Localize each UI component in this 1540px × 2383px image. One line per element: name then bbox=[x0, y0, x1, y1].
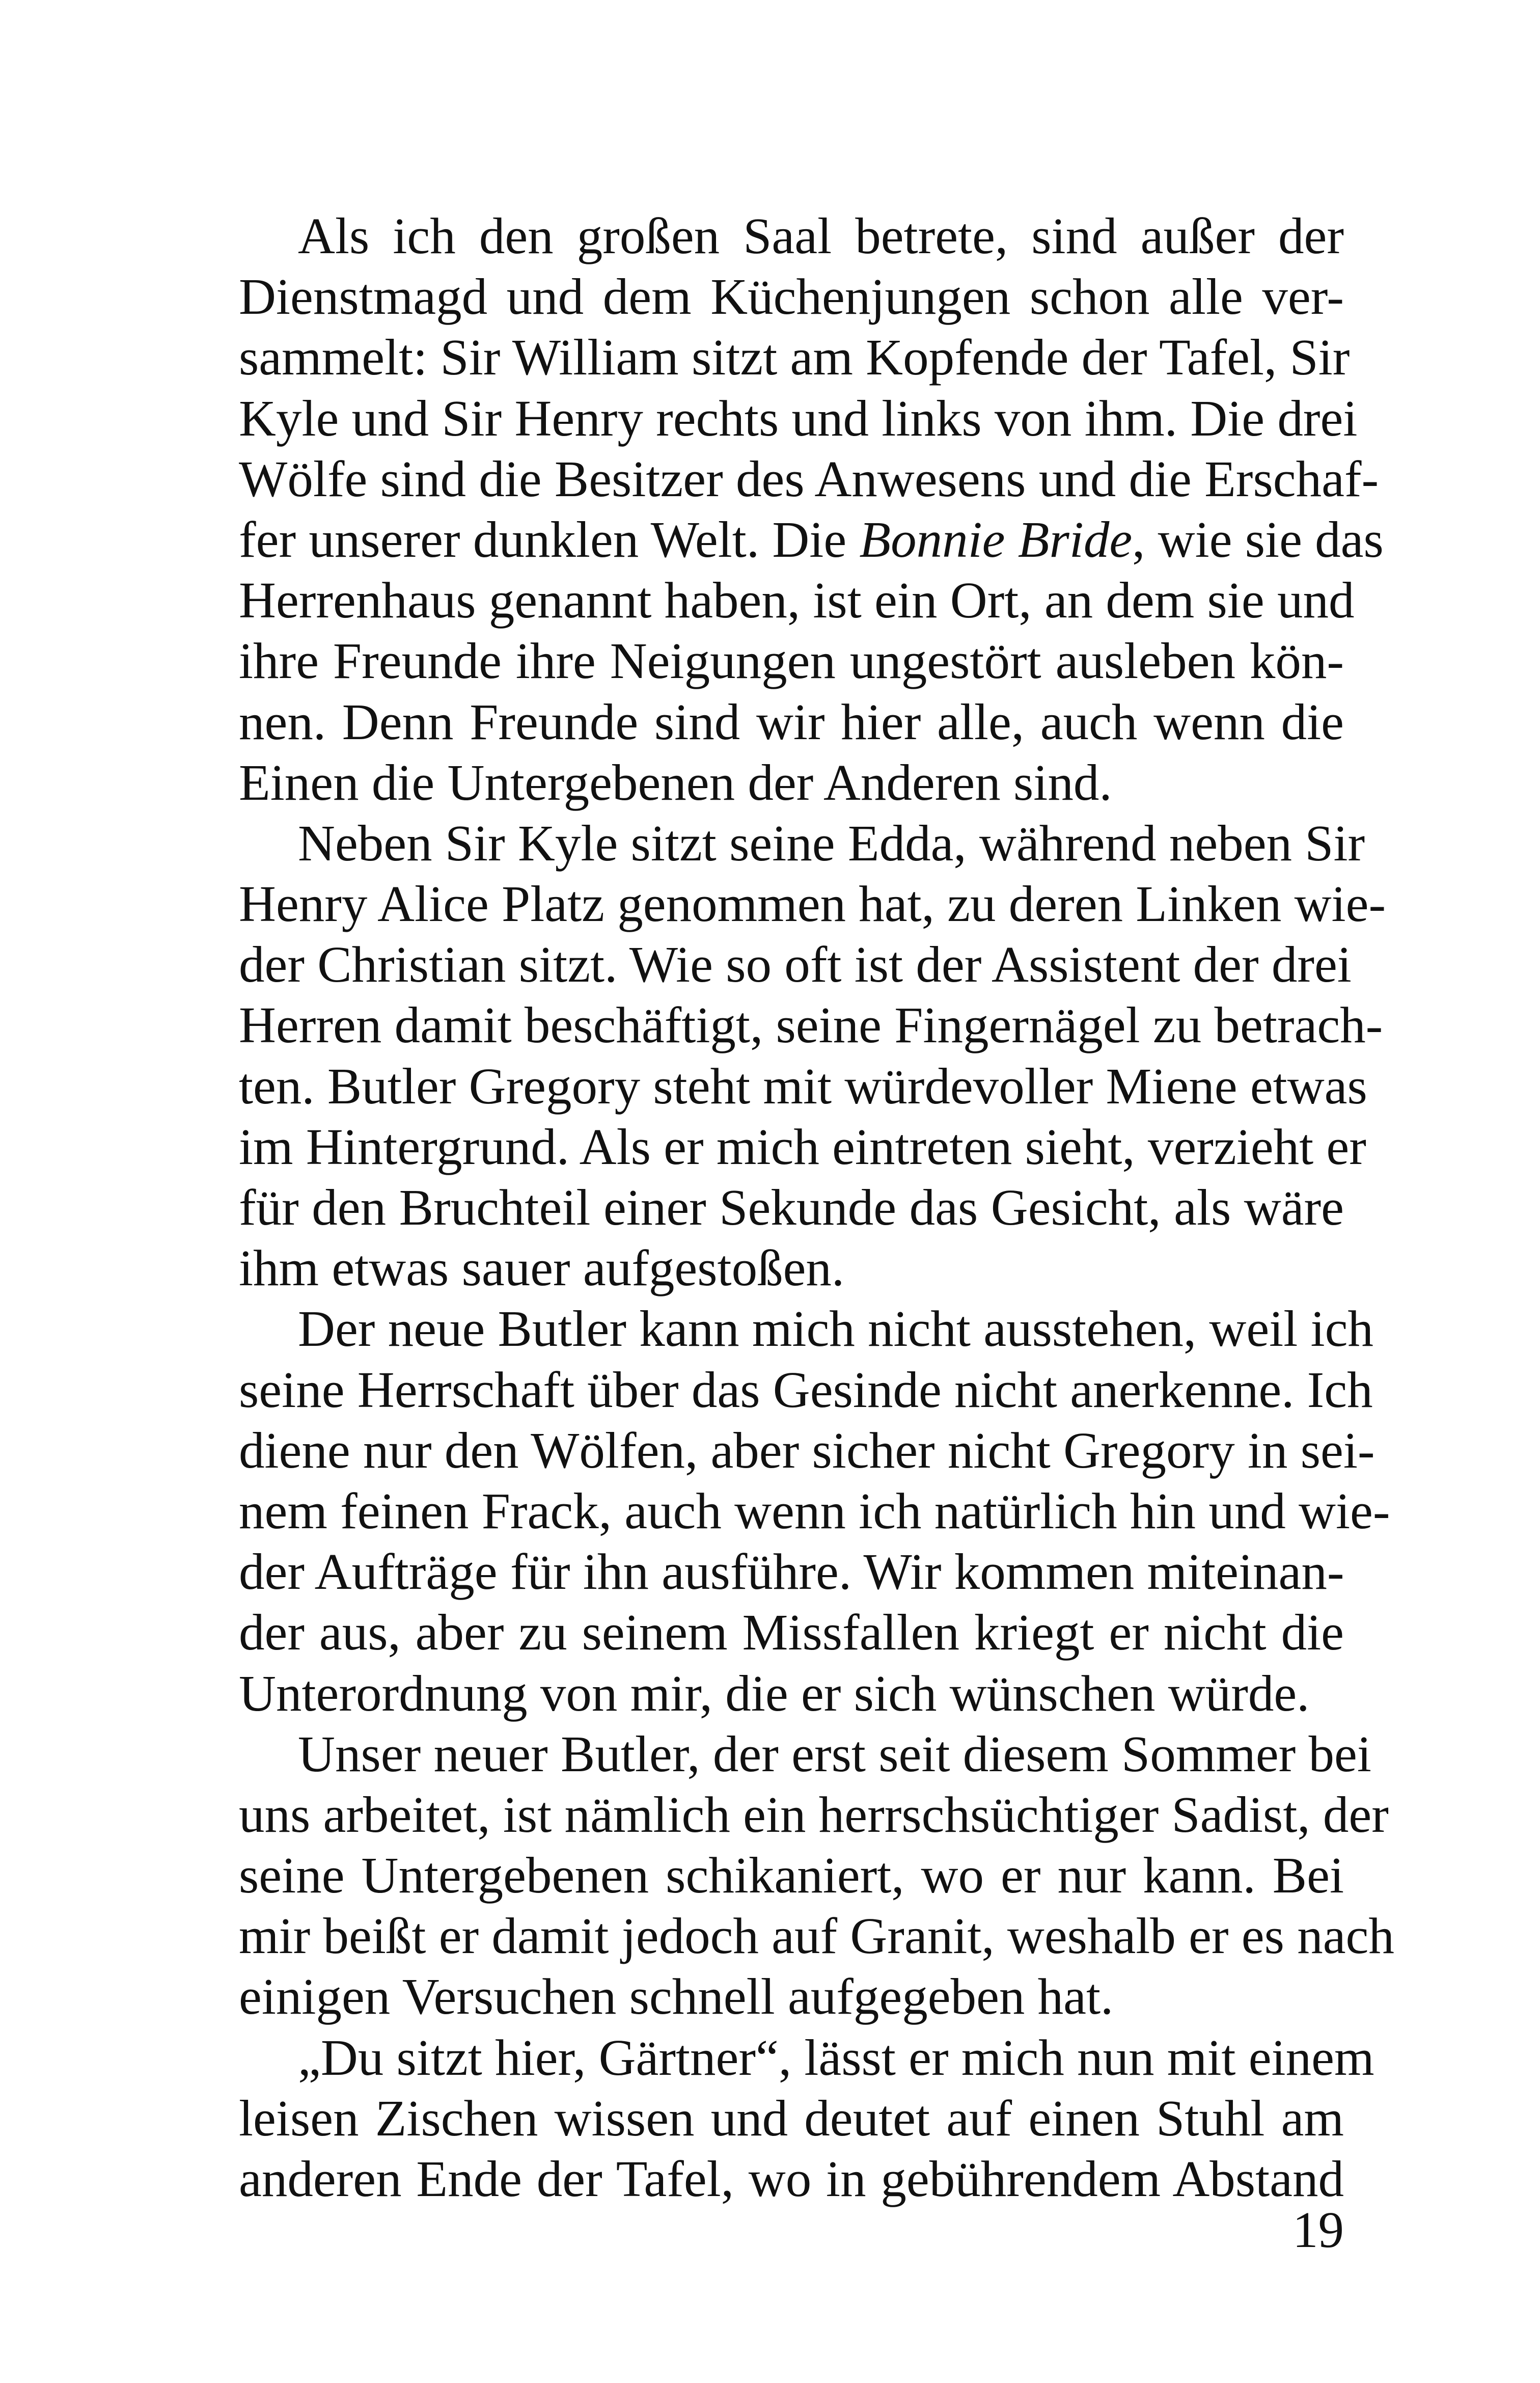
text-line: mir beißt er damit jedoch auf Granit, weshalb er es nach bbox=[239, 1907, 1394, 1965]
text-line: seine Herrschaft über das Gesinde nicht anerkenne. Ich bbox=[239, 1361, 1373, 1418]
text-line: Neben Sir Kyle sitzt seine Edda, während neben Sir bbox=[298, 814, 1365, 872]
text-line: der aus, aber zu seinem Missfallen kriegt er nicht die bbox=[239, 1604, 1344, 1661]
text-line: anderen Ende der Tafel, wo in gebührendem Abstand bbox=[239, 2150, 1344, 2207]
text-line: Herrenhaus genannt haben, ist ein Ort, an dem sie und bbox=[239, 572, 1355, 629]
text-line: einigen Versuchen schnell aufgegeben hat. bbox=[239, 1968, 1114, 2025]
text-line: der Christian sitzt. Wie so oft ist der Assistent der drei bbox=[239, 936, 1352, 993]
text-line: seine Untergebenen schikaniert, wo er nur kann. Bei bbox=[239, 1847, 1344, 1904]
text-line: Kyle und Sir Henry rechts und links von ihm. Die drei bbox=[239, 389, 1358, 447]
text-line: leisen Zischen wissen und deutet auf einen Stuhl am bbox=[239, 2089, 1344, 2147]
page-number: 19 bbox=[1292, 2201, 1344, 2258]
text-line: für den Bruchteil einer Sekunde das Gesicht, als wäre bbox=[239, 1179, 1344, 1236]
text-line: Einen die Untergebenen der Anderen sind. bbox=[239, 753, 1112, 811]
text-line: im Hintergrund. Als er mich eintreten sieht, verzieht er bbox=[239, 1118, 1366, 1175]
text-line: Henry Alice Platz genommen hat, zu deren Linken wie- bbox=[239, 875, 1386, 933]
text-line: Dienstmagd und dem Küchenjungen schon alle ver- bbox=[239, 268, 1344, 326]
text-line: ihre Freunde ihre Neigungen ungestört ausleben kön- bbox=[239, 632, 1344, 690]
text-segment: fer unserer dunklen Welt. Die bbox=[239, 510, 860, 568]
text-line: nen. Denn Freunde sind wir hier alle, auch wenn die bbox=[239, 693, 1344, 750]
text-line bbox=[239, 509, 1384, 570]
text-line: uns arbeitet, ist nämlich ein herrschsüchtiger Sadist, der bbox=[239, 1785, 1389, 1843]
text-line: „Du sitzt hier, Gärtner“, lässt er mich nun mit einem bbox=[298, 2028, 1374, 2086]
text-line: der Aufträge für ihn ausführe. Wir kommen miteinan- bbox=[239, 1543, 1344, 1601]
italic-title: Bonnie Bride bbox=[859, 510, 1133, 568]
text-line: ten. Butler Gregory steht mit würdevoller Miene etwas bbox=[239, 1057, 1367, 1115]
text-line: Der neue Butler kann mich nicht ausstehen, weil ich bbox=[298, 1300, 1373, 1358]
text-line: Wölfe sind die Besitzer des Anwesens und die Erschaf- bbox=[239, 450, 1379, 507]
text-line: sammelt: Sir William sitzt am Kopfende der Tafel, Sir bbox=[239, 329, 1350, 386]
text-line: ihm etwas sauer aufgestoßen. bbox=[239, 1239, 845, 1297]
text-line: nem feinen Frack, auch wenn ich natürlich hin und wie- bbox=[239, 1482, 1390, 1539]
text-line: diene nur den Wölfen, aber sicher nicht Gregory in sei- bbox=[239, 1421, 1375, 1479]
text-segment: , wie sie das bbox=[1132, 510, 1384, 568]
text-line: Herren damit beschäftigt, seine Fingernägel zu betrach- bbox=[239, 996, 1383, 1054]
body-text bbox=[239, 206, 1394, 2209]
text-line: Unterordnung von mir, die er sich wünschen würde. bbox=[239, 1664, 1310, 1722]
text-line: Unser neuer Butler, der erst seit diesem Sommer bei bbox=[298, 1725, 1371, 1782]
text-line: Als ich den großen Saal betrete, sind außer der bbox=[298, 207, 1344, 264]
